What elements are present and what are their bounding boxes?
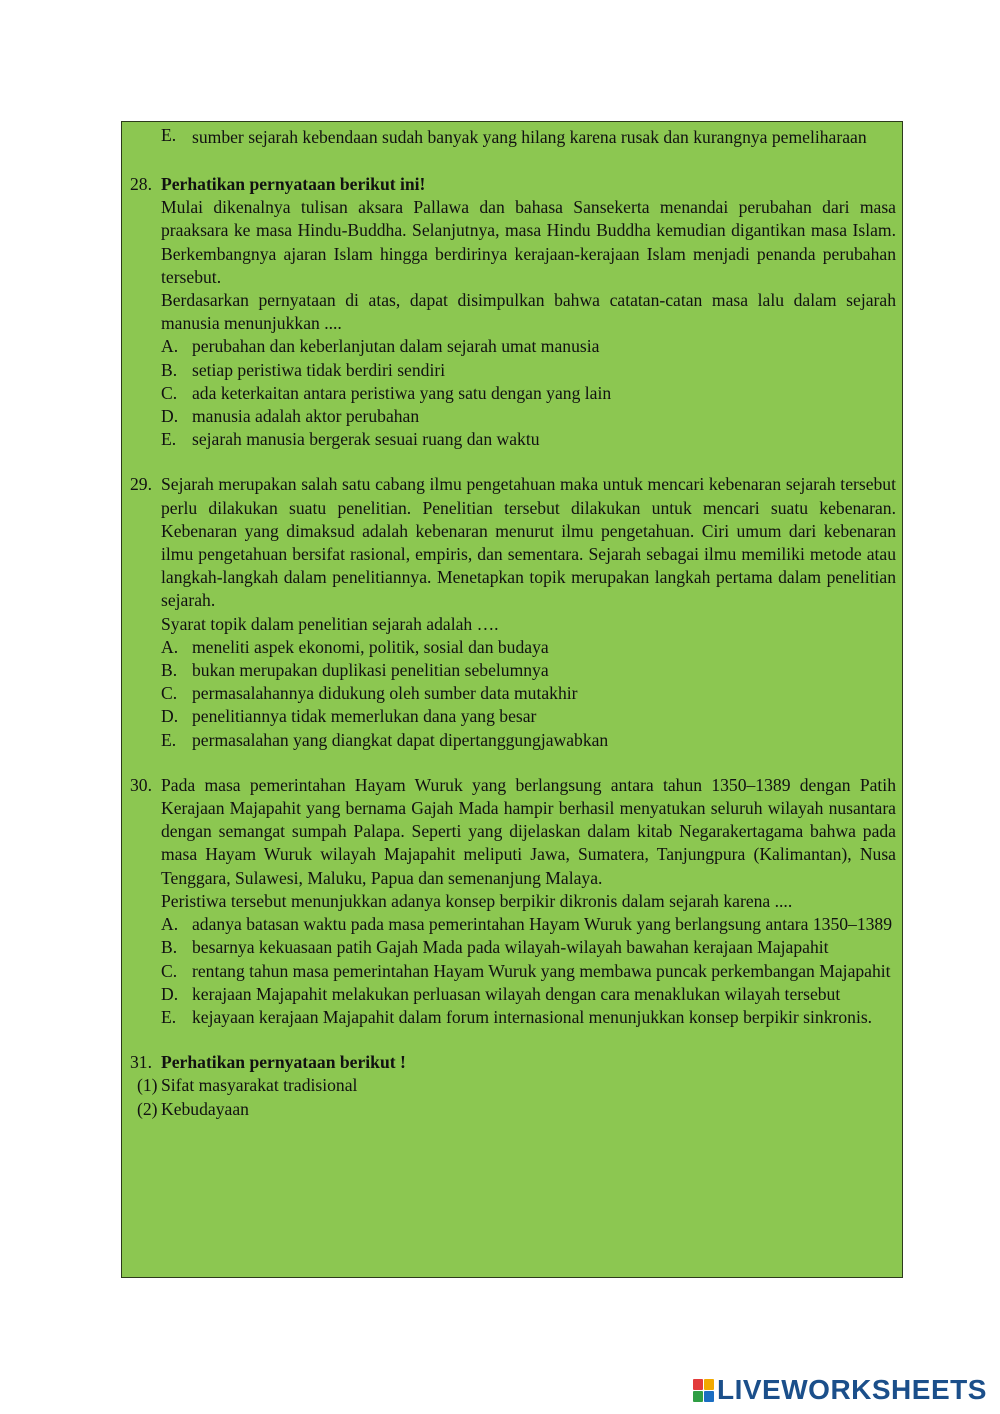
q29-option-a	[130, 636, 896, 659]
option-letter: B.	[161, 660, 178, 681]
option-text: adanya batasan waktu pada masa pemerintahan Hayam Wuruk yang berlangsung antara 1350–1389	[192, 914, 893, 935]
option-text: rentang tahun masa pemerintahan Hayam Wuruk yang membawa puncak perkembangan Majapahit	[192, 960, 891, 981]
option-letter: E.	[161, 729, 177, 750]
q28-option-a	[130, 335, 896, 358]
q27-option-e	[130, 124, 896, 151]
option-text: perubahan dan keberlanjutan dalam sejarah umat manusia	[192, 336, 600, 357]
option-letter: E.	[161, 1006, 177, 1027]
option-text: sumber sejarah kebendaan sudah banyak yang hilang karena rusak dan kurangnya pemeliharaan	[192, 127, 867, 147]
q29-passage-row	[130, 473, 896, 612]
q31-item-2	[130, 1098, 896, 1121]
q28-option-e	[130, 428, 896, 451]
logo-square-green	[693, 1391, 703, 1402]
q30-passage-row	[130, 774, 896, 890]
q29-option-c	[130, 682, 896, 705]
q30-question: Peristiwa tersebut menunjukkan adanya konsep berpikir dikronis dalam sejarah karena ....	[161, 890, 793, 911]
q28-option-c	[130, 382, 896, 405]
option-letter: D.	[161, 706, 179, 727]
option-text: setiap peristiwa tidak berdiri sendiri	[192, 359, 446, 380]
option-letter: E.	[161, 125, 177, 145]
option-text: ada keterkaitan antara peristiwa yang satu dengan yang lain	[192, 382, 612, 403]
q29-question: Syarat topik dalam penelitian sejarah adalah ….	[161, 613, 499, 634]
q31-heading	[130, 1051, 896, 1074]
liveworksheets-logo[interactable]	[693, 1374, 987, 1405]
q29-option-d	[130, 705, 896, 728]
option-text: manusia adalah aktor perubahan	[192, 406, 420, 427]
q30-option-a	[130, 913, 896, 936]
item-text: Kebudayaan	[161, 1098, 249, 1119]
question-content	[130, 124, 896, 1121]
option-letter: B.	[161, 937, 178, 958]
option-text: meneliti aspek ekonomi, politik, sosial dan budaya	[192, 636, 549, 657]
q28-passage: Mulai dikenalnya tulisan aksara Pallawa dan bahasa Sansekerta menandai perubahan dari masa praaksara ke masa Hindu-Buddha. Selanjutnya, masa Hindu Buddha kemudian digantikan masa Islam. Berkembangnya ajaran Islam hingga berdirinya kerajaan-kerajaan Islam menjadi penanda perubahan tersebut.	[161, 197, 896, 287]
question-number: 30.	[130, 774, 152, 795]
question-title: Perhatikan pernyataan berikut !	[161, 1052, 406, 1073]
option-letter: E.	[161, 429, 177, 450]
q31-item-1	[130, 1074, 896, 1097]
item-text: Sifat masyarakat tradisional	[161, 1075, 358, 1096]
item-number: (1)	[137, 1075, 158, 1096]
question-number: 31.	[130, 1052, 152, 1073]
option-text: sejarah manusia bergerak sesuai ruang dan waktu	[192, 429, 540, 450]
logo-text: LIVEWORKSHEETS	[717, 1374, 987, 1405]
q29-passage: Sejarah merupakan salah satu cabang ilmu pengetahuan maka untuk mencari kebenaran sejarah tersebut perlu dilakukan suatu penelitian. Penelitian tersebut dilakukan untuk mencari suatu kebenaran. Kebenaran yang dimaksud adalah kebenaran menurut ilmu pengetahuan. Ciri umum dari kebenaran ilmu pengetahuan bersifat rasional, empiris, dan sementara. Sejarah sebagai ilmu memiliki metode atau langkah-langkah dalam penelitiannya. Menetapkan topik merupakan langkah pertama dalam penelitian sejarah.	[161, 474, 896, 611]
option-letter: A.	[161, 336, 179, 357]
option-letter: C.	[161, 683, 178, 704]
option-text: besarnya kekuasaan patih Gajah Mada pada wilayah-wilayah bawahan kerajaan Majapahit	[192, 937, 829, 958]
q28-option-b	[130, 359, 896, 382]
liveworksheets-logo-icon	[693, 1379, 713, 1401]
option-letter: A.	[161, 914, 179, 935]
question-number: 28.	[130, 174, 152, 194]
logo-square-blue	[704, 1391, 714, 1402]
option-letter: C.	[161, 960, 178, 981]
option-text: kerajaan Majapahit melakukan perluasan wilayah dengan cara menaklukan wilayah tersebut	[192, 983, 841, 1004]
q30-option-b	[130, 936, 896, 959]
item-number: (2)	[137, 1098, 158, 1119]
option-text: kejayaan kerajaan Majapahit dalam forum internasional menunjukkan konsep berpikir sinkronis.	[192, 1006, 873, 1027]
question-title: Perhatikan pernyataan berikut ini!	[161, 174, 426, 194]
q28-question: Berdasarkan pernyataan di atas, dapat disimpulkan bahwa catatan-catan masa lalu dalam sejarah manusia menunjukkan ....	[161, 290, 896, 334]
option-letter: D.	[161, 406, 179, 427]
q28-heading	[130, 173, 896, 196]
option-text: penelitiannya tidak memerlukan dana yang besar	[192, 706, 537, 727]
logo-square-red	[693, 1379, 703, 1390]
option-letter: C.	[161, 382, 178, 403]
q29-option-e	[130, 729, 896, 752]
option-letter: B.	[161, 359, 178, 380]
option-text: bukan merupakan duplikasi penelitian sebelumnya	[192, 660, 549, 681]
logo-square-yellow	[704, 1379, 714, 1390]
q30-passage: Pada masa pemerintahan Hayam Wuruk yang berlangsung antara tahun 1350–1389 dengan Patih Kerajaan Majapahit yang bernama Gajah Mada hampir berhasil menyatukan seluruh wilayah nusantara dengan semangat sumpah Palapa. Seperti yang dijelaskan dalam kitab Negarakertagama bahwa pada masa Hayam Wuruk wilayah Majapahit meliputi Jawa, Sumatera, Tanjungpura (Kalimantan), Nusa Tenggara, Sulawesi, Maluku, Papua dan semenanjung Malaya.	[161, 774, 896, 888]
option-letter: D.	[161, 983, 179, 1004]
option-letter: A.	[161, 636, 179, 657]
option-text: permasalahannya didukung oleh sumber data mutakhir	[192, 683, 578, 704]
q30-option-d	[130, 983, 896, 1006]
question-panel	[121, 121, 903, 1278]
q29-option-b	[130, 659, 896, 682]
q30-option-c	[130, 960, 896, 983]
question-number: 29.	[130, 474, 152, 495]
q30-option-e	[130, 1006, 896, 1029]
option-text: permasalahan yang diangkat dapat dipertanggungjawabkan	[192, 729, 609, 750]
q28-option-d	[130, 405, 896, 428]
